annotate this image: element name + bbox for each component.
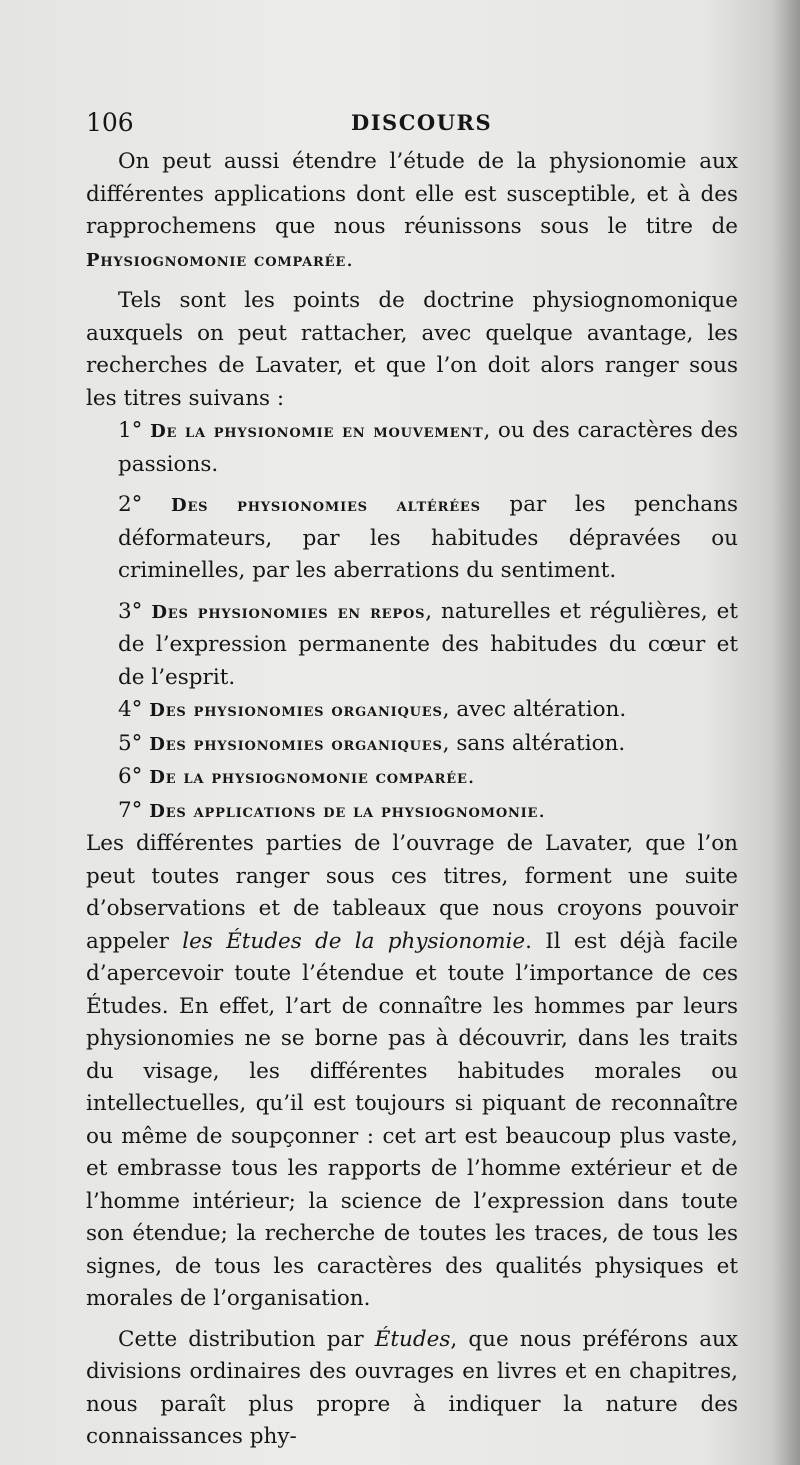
item-title: Des physionomies altérées — [171, 495, 481, 516]
paragraph-text: . Il est déjà facile d’apercevoir toute l’étendue et toute l’importance de ces Études. En effet, l’art de connaître les hommes par leurs physionomies ne se borne pas à découvrir, dans les traits du visage, les différentes habitudes morales ou intellectuelles, qu’il est toujours si piquant de reconnaître ou même de soupçonner : cet art est beaucoup plus vaste, et embrasse tous les rapports de l’homme extérieur et de l’homme intérieur; la science de l’expression dans toute son étendue; la recherche de toutes les traces, de tous les signes, de tous les caractères des qualités physiques et morales de l’organisation. — [86, 928, 738, 1311]
list-item — [86, 415, 738, 481]
item-title: Des applications de la physiognomonie — [149, 800, 539, 822]
item-number: 5° — [118, 730, 143, 756]
item-number: 7° — [118, 797, 143, 823]
italic-word: Études — [374, 1326, 451, 1352]
item-text: , sans altération. — [442, 730, 626, 756]
running-title: DISCOURS — [351, 110, 493, 135]
list-item — [86, 489, 738, 588]
item-text: par les penchans déformateurs, par les habitudes dépravées ou criminelles, par les aberrations du sentiment. — [118, 492, 739, 583]
item-number: 1° — [118, 418, 143, 443]
list-item — [86, 596, 738, 695]
list-item — [86, 761, 738, 795]
list-item — [86, 728, 738, 762]
page-gutter-shadow — [774, 0, 800, 1465]
paragraph-lavater — [86, 828, 738, 1316]
item-number: 2° — [118, 492, 143, 517]
item-title: Des physionomies en repos — [151, 601, 426, 623]
paragraph-text: , que nous préférons aux divisions ordinaires des ouvrages en livres et en chapitres, nous paraît plus propre à indiquer la nature des connaissances phy- — [86, 1326, 738, 1449]
italic-title: les Études de la physionomie — [182, 928, 526, 954]
item-text: . — [467, 764, 475, 789]
page-number: 106 — [86, 108, 134, 137]
paragraph-distribution — [86, 1324, 738, 1454]
paragraph-doctrine: Tels sont les points de doctrine physiognomonique auxquels on peut rattacher, avec quelque avantage, les recherches de Lavater, et que l’on doit alors ranger sous les titres suivans : — [86, 288, 738, 411]
item-title: De la physiognomonie comparée — [149, 767, 468, 788]
paragraph-text: Cette distribution par — [118, 1326, 375, 1352]
paragraph-text: Les différentes parties de l’ouvrage de Lavater, que l’on peut toutes ranger sous ces titres, forment une suite d’observations et de tableaux que nous croyons pouvoir appeler — [86, 831, 738, 954]
item-title: De la physionomie en mouvement — [150, 421, 484, 442]
paragraph-text: On peut aussi étendre l’étude de la physionomie aux différentes applications dont elle est susceptible, et à des rapprochemens que nous réunissons sous le titre de — [86, 149, 738, 239]
page-header — [86, 108, 736, 140]
body-text — [86, 146, 738, 1454]
item-text: , naturelles et régulières, et de l’expression permanente des habitudes du cœur et de l’esprit. — [118, 598, 738, 690]
item-text: , ou des caractères des passions. — [118, 418, 738, 477]
item-number: 4° — [118, 697, 143, 722]
list-item — [86, 694, 738, 728]
paragraph-text: . — [346, 246, 353, 272]
item-title: Des physionomies organiques — [149, 700, 443, 721]
item-number: 6° — [118, 764, 143, 789]
small-caps-title: Physiognomonie comparée — [86, 249, 347, 271]
item-number: 3° — [118, 598, 143, 624]
paragraph-intro — [86, 146, 738, 277]
list-item — [86, 795, 738, 829]
item-title: Des physionomies organiques — [149, 733, 443, 755]
item-text: , avec altération. — [442, 697, 627, 722]
item-text: . — [538, 797, 546, 823]
